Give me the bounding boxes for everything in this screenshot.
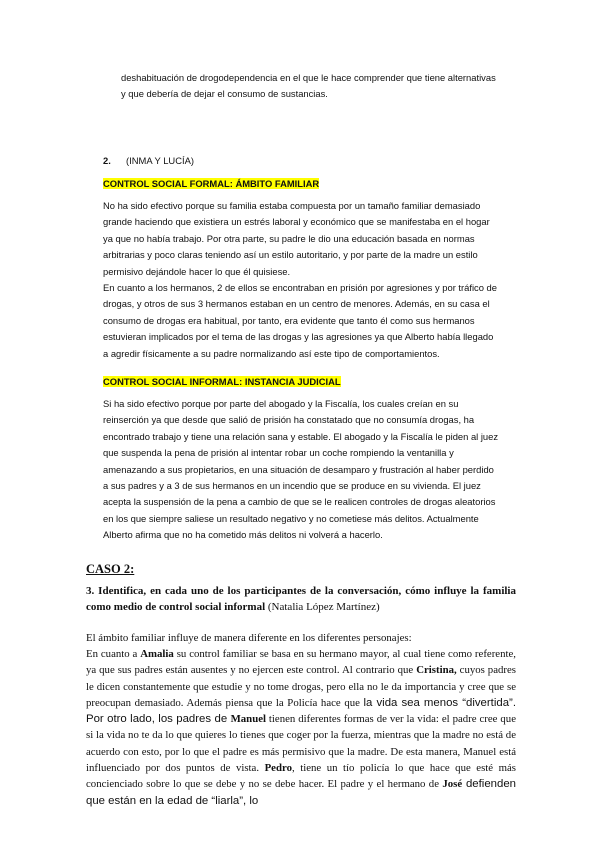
question-author: (Natalia López Martínez) <box>265 600 380 613</box>
name-amalia: Amalia <box>140 648 174 660</box>
p2-text-4: la vida sea menos “divertida”. Por otro lado, los padres de <box>86 696 516 726</box>
caso-2-paragraph-2 <box>86 646 516 809</box>
intro-paragraph <box>121 70 501 103</box>
formal-p2-text: En cuanto a los hermanos, 2 de ellos se encontraban en prisión por agresiones y por tráfico de drogas, y otros de sus 3 hermanos estaban en un centro de menores. Además, en su casa el consumo de drogas era habitual, por tanto, era evidente que tanto él como sus hermanos estuvieran implicados por el tema de las drogas y las agresiones ya que Alberto había llegado a agredir físicamente a su padre normalizando así este tipo de comportamientos. <box>103 282 497 359</box>
informal-heading-highlight: CONTROL SOCIAL INFORMAL: INSTANCIA JUDICIAL <box>103 376 341 387</box>
p2-text-3: cuyos padres le dicen constantemente que estudie y no tome drogas, pero ella no le da importancia y cree que se preocupan demasiado. Además piensa que la Policía hace que <box>86 664 516 709</box>
question-3 <box>86 584 516 615</box>
p2-text-6: , tiene un tío policía lo que hace que esté más concienciado sobre lo que se debe y no se debe hacer. El padre y el hermano de <box>86 762 516 791</box>
name-manuel: Manuel <box>230 713 266 726</box>
p2-text-5: tienen diferentes formas de ver la vida: el padre cree que si la vida no te da lo que quieres lo tienes que coger por la fuerza, mientras que la madre no está de acuerdo con esto, por lo que el padre es más permisivo que la madre. De esta manera, Manuel está influenciado por dos puntos de vista. <box>86 713 516 775</box>
name-pedro: Pedro <box>264 762 292 775</box>
caso-2-paragraph-1 <box>86 630 516 646</box>
intro-text: deshabituación de drogodependencia en el que le hace comprender que tiene alternativas y que debería de dejar el consumo de sustancias. <box>121 72 496 100</box>
p2-text-1: En cuanto a <box>86 648 141 660</box>
question-text: 3. Identifica, en cada uno de los participantes de la conversación, cómo influye la familia como medio de control social informal <box>86 585 516 613</box>
section-number: 2. <box>103 155 111 166</box>
formal-heading <box>103 176 319 192</box>
caso-2-p1-text: El ámbito familiar influye de manera diferente en los diferentes personajes: <box>86 632 412 644</box>
name-cristina: Cristina, <box>416 664 457 677</box>
formal-p1-text: No ha sido efectivo porque su familia estaba compuesta por un tamaño familiar demasiado grande haciendo que existiera un estrés laboral y económico que se manifestaba en el hogar ya que no había trabajo. Por otra parte, su padre le dio una educación basada en normas arbitrarias y poco claras teniendo así un estilo autoritario, y por parte de la madre un estilo permisivo dejándole hacer lo que él quisiese. <box>103 200 490 277</box>
formal-paragraph-1 <box>103 198 501 280</box>
p2-text-7: defienden que están en la edad de “liarla”, lo <box>86 778 516 807</box>
informal-heading <box>103 374 341 390</box>
informal-paragraph <box>103 396 501 544</box>
caso-2-label: CASO 2: <box>86 562 135 576</box>
section-2-header <box>103 153 403 169</box>
name-jose: José <box>442 778 463 791</box>
section-title: (INMA Y LUCÍA) <box>126 155 194 166</box>
caso-2-heading <box>86 561 134 577</box>
p2-text-2: su control familiar se basa en su hermano mayor, al cual tiene como referente, ya que sus padres están ausentes y no ejercen este control. Al contrario que <box>86 648 516 677</box>
informal-p1-text: Si ha sido efectivo porque por parte del abogado y la Fiscalía, los cuales creían en su reinserción ya que desde que salió de prisión ha constatado que no consumía drogas, ha encontrado trabajo y tiene una relación sana y estable. El abogado y la Fiscalía le piden al juez que suspenda la pena de prisión al intentar robar un coche rompiendo la ventanilla y amenazando a sus propietarios, en una situación de desamparo y frustración al haber perdido a sus padres y a 3 de sus hermanos en un incendio que se produce en su vivienda. El juez acepta la suspensión de la pena a cambio de que se le realicen controles de drogas aleatorios en los que siempre saliese un resultado negativo y no cometiese más delitos. Actualmente Alberto afirma que no ha cometido más delitos ni volverá a hacerlo. <box>103 398 499 541</box>
formal-heading-highlight: CONTROL SOCIAL FORMAL: ÁMBITO FAMILIAR <box>103 178 320 189</box>
formal-paragraph-2 <box>103 280 501 362</box>
